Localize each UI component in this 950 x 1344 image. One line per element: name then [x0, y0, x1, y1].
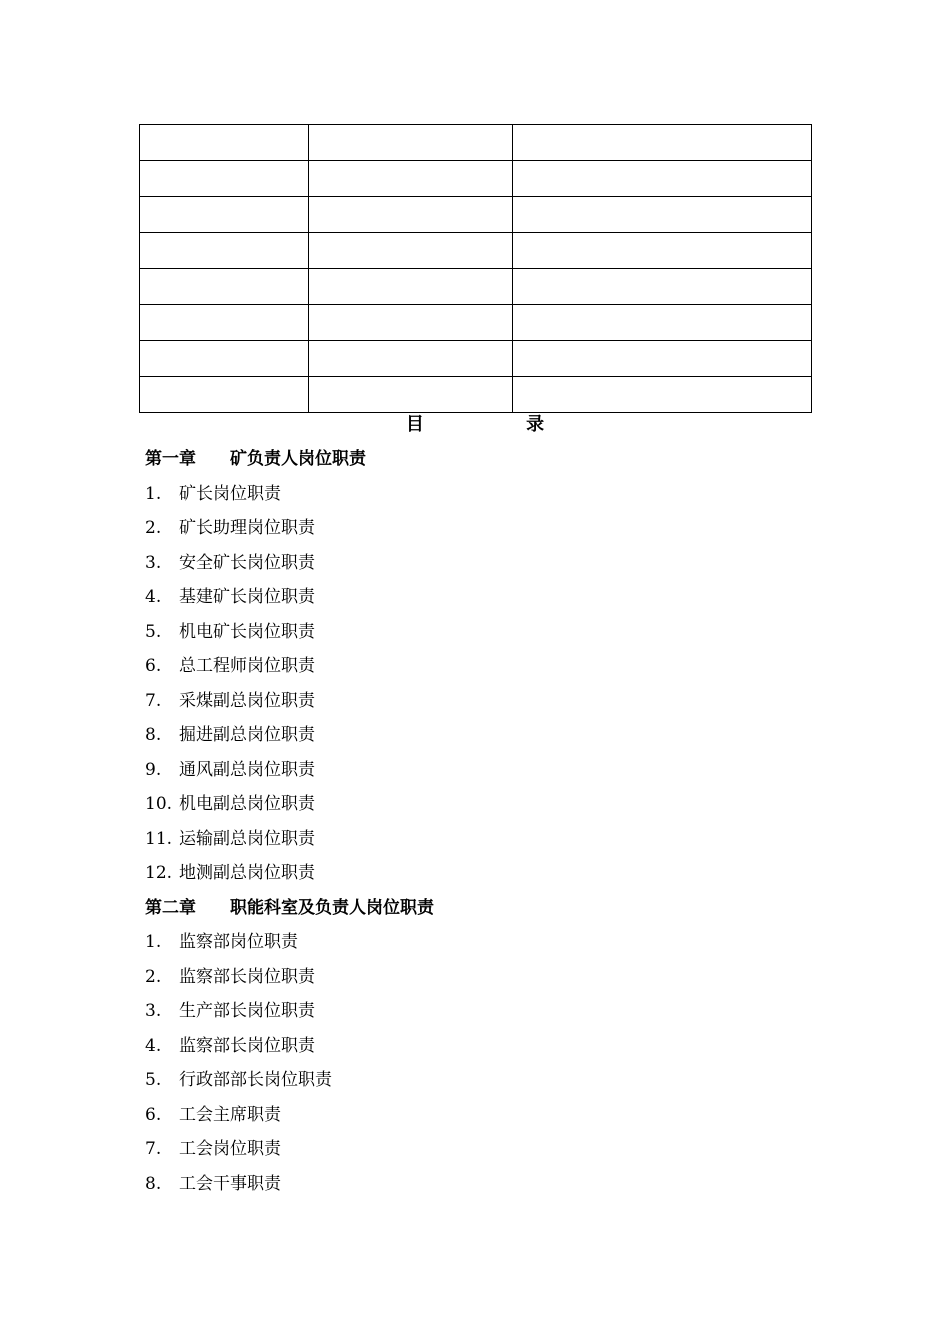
table-cell	[140, 269, 309, 305]
table-cell	[309, 341, 513, 377]
toc-entry[interactable]	[145, 684, 805, 719]
toc-entry-label: 地测副总岗位职责	[179, 863, 315, 883]
table-cell	[513, 125, 812, 161]
toc-entry[interactable]	[145, 925, 805, 960]
table-cell	[140, 305, 309, 341]
table-cell	[309, 377, 513, 413]
toc-entry-number: 6.	[145, 1104, 162, 1125]
toc-title: 目 录	[405, 414, 593, 435]
toc-entry-label: 工会干事职责	[179, 1173, 281, 1194]
toc-entry-number: 7.	[145, 690, 162, 711]
toc-entry-label: 监察部长岗位职责	[179, 966, 315, 987]
toc-entry-label: 机电矿长岗位职责	[179, 621, 315, 642]
toc-entry-number: 2.	[145, 966, 162, 987]
chapter-title: 矿负责人岗位职责	[230, 449, 366, 469]
toc-entry-number: 4.	[145, 587, 162, 607]
table-row	[140, 161, 812, 197]
table-row	[140, 341, 812, 377]
table-cell	[513, 233, 812, 269]
table-cell	[140, 341, 309, 377]
table-row	[140, 125, 812, 161]
toc-entry-label: 通风副总岗位职责	[179, 759, 315, 780]
toc-entry[interactable]	[145, 960, 805, 995]
table-cell	[309, 161, 513, 197]
toc-entry-label: 矿长助理岗位职责	[179, 518, 315, 538]
table-cell	[513, 305, 812, 341]
toc-entry-number: 7.	[145, 1139, 162, 1159]
table-cell	[309, 269, 513, 305]
chapter-title: 职能科室及负责人岗位职责	[230, 897, 434, 918]
toc-entry[interactable]	[145, 856, 805, 891]
table-cell	[309, 125, 513, 161]
table-row	[140, 233, 812, 269]
toc-entry-label: 工会主席职责	[179, 1104, 281, 1125]
toc-entry-number: 1.	[145, 483, 162, 504]
blank-table	[139, 124, 812, 413]
toc-entry-label: 生产部长岗位职责	[179, 1001, 315, 1021]
table-cell	[513, 341, 812, 377]
chapter-heading[interactable]	[145, 891, 805, 926]
toc-entry[interactable]	[145, 718, 805, 753]
toc-entry-label: 运输副总岗位职责	[179, 828, 315, 849]
toc-entry-number: 5.	[145, 1070, 162, 1090]
toc-entry-number: 3.	[145, 1001, 162, 1021]
toc-entry-label: 总工程师岗位职责	[179, 656, 315, 676]
table-cell	[513, 197, 812, 233]
toc-entry-number: 12.	[145, 863, 173, 883]
table-row	[140, 197, 812, 233]
toc-entry-label: 监察部岗位职责	[179, 932, 298, 952]
toc-entry[interactable]	[145, 753, 805, 788]
chapter-heading[interactable]	[145, 442, 805, 477]
toc-entry-label: 工会岗位职责	[179, 1139, 281, 1159]
toc-entry-number: 5.	[145, 621, 162, 642]
toc-entry[interactable]	[145, 615, 805, 650]
toc-entry-label: 行政部部长岗位职责	[179, 1070, 332, 1090]
chapter-number: 第一章	[145, 449, 196, 469]
toc-entry[interactable]	[145, 580, 805, 615]
toc-entry-label: 监察部长岗位职责	[179, 1035, 315, 1056]
toc-entry-label: 采煤副总岗位职责	[179, 690, 315, 711]
toc-entry[interactable]	[145, 1132, 805, 1167]
toc-entry[interactable]	[145, 546, 805, 581]
toc-entry-number: 4.	[145, 1035, 162, 1056]
toc-entry-label: 安全矿长岗位职责	[179, 552, 315, 573]
toc-entry-number: 2.	[145, 518, 162, 538]
toc-entry-number: 10.	[145, 794, 173, 814]
toc-entry-number: 8.	[145, 725, 162, 745]
table-cell	[513, 377, 812, 413]
toc-entry[interactable]	[145, 1029, 805, 1064]
toc-entry[interactable]	[145, 649, 805, 684]
table-cell	[140, 125, 309, 161]
table-row	[140, 305, 812, 341]
toc-entry[interactable]	[145, 511, 805, 546]
toc-entry[interactable]	[145, 1063, 805, 1098]
toc-entry[interactable]	[145, 787, 805, 822]
table-cell	[140, 233, 309, 269]
chapter-number: 第二章	[145, 897, 196, 918]
table-cell	[513, 161, 812, 197]
toc-entry-label: 机电副总岗位职责	[179, 794, 315, 814]
blank-table-body	[140, 125, 812, 413]
table-cell	[513, 269, 812, 305]
toc-entry-number: 9.	[145, 759, 162, 780]
toc-entry[interactable]	[145, 1167, 805, 1202]
toc-entry-label: 矿长岗位职责	[179, 483, 281, 504]
toc-entry[interactable]	[145, 477, 805, 512]
table-row	[140, 377, 812, 413]
toc-entry[interactable]	[145, 1098, 805, 1133]
toc-entry-number: 11.	[145, 828, 173, 849]
table-cell	[140, 161, 309, 197]
table-cell	[140, 377, 309, 413]
table-of-contents	[145, 442, 805, 1201]
toc-entry-label: 掘进副总岗位职责	[179, 725, 315, 745]
table-cell	[140, 197, 309, 233]
toc-entry-number: 6.	[145, 656, 162, 676]
table-cell	[309, 305, 513, 341]
toc-entry[interactable]	[145, 822, 805, 857]
toc-entry-label: 基建矿长岗位职责	[179, 587, 315, 607]
table-row	[140, 269, 812, 305]
table-cell	[309, 197, 513, 233]
toc-entry-number: 8.	[145, 1173, 162, 1194]
table-cell	[309, 233, 513, 269]
toc-entry-number: 3.	[145, 552, 162, 573]
toc-entry[interactable]	[145, 994, 805, 1029]
toc-entry-number: 1.	[145, 932, 162, 952]
